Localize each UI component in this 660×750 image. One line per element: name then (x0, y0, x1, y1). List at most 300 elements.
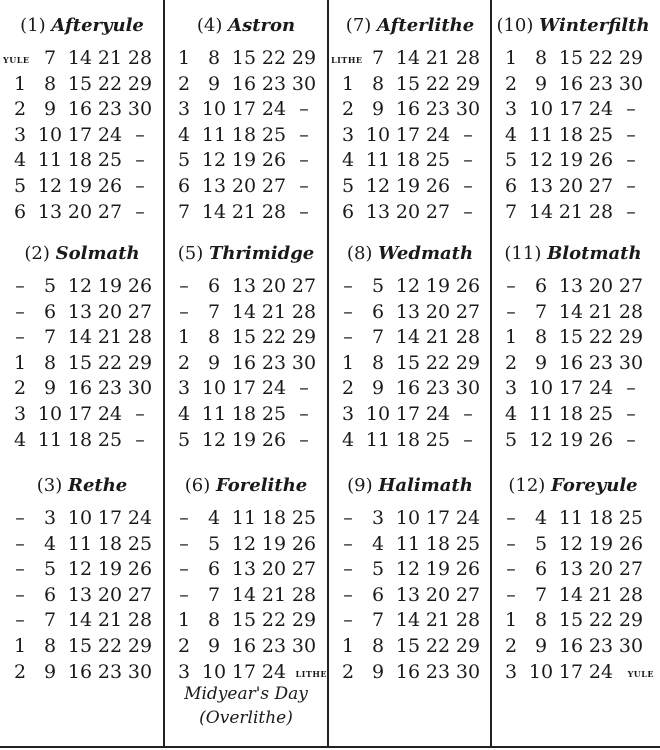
day-cell: 21 (231, 200, 257, 223)
day-cell: 9 (43, 98, 57, 121)
day-cell: 9 (371, 98, 385, 121)
day-cell: 12 (528, 149, 554, 172)
day-cell: 9 (207, 351, 221, 374)
month-number: (1) (20, 15, 46, 36)
day-cell: 14 (67, 47, 93, 69)
week-row (492, 660, 654, 684)
day-cell: 2 (341, 98, 355, 121)
day-cell: – (135, 123, 145, 146)
day-cell: 6 (177, 175, 191, 197)
day-cell: – (299, 377, 309, 400)
day-cell: 23 (261, 72, 287, 95)
day-cell: 20 (67, 200, 93, 223)
week-row (329, 557, 491, 581)
day-cell: 8 (371, 72, 385, 95)
day-cell: 11 (201, 403, 227, 425)
day-cell: 28 (291, 300, 317, 323)
day-cell: 16 (231, 351, 257, 374)
day-cell: 4 (341, 149, 355, 172)
day-cell: 26 (618, 532, 644, 555)
day-cell: 24 (261, 660, 287, 683)
week-row (492, 376, 654, 400)
day-cell: 5 (13, 175, 27, 197)
day-cell: 15 (231, 47, 257, 69)
week-row (329, 97, 491, 121)
month-title (492, 242, 654, 266)
week-row (1, 506, 163, 530)
month-block (492, 0, 654, 240)
day-cell: 8 (534, 326, 548, 349)
day-cell: 20 (261, 558, 287, 581)
week-row (329, 506, 491, 530)
day-cell: 18 (425, 532, 451, 555)
month-title (165, 474, 327, 498)
day-cell: 2 (341, 377, 355, 400)
day-cell: 3 (341, 403, 355, 425)
week-row (492, 634, 654, 658)
day-cell: 11 (37, 149, 63, 172)
day-cell: 11 (558, 507, 584, 529)
day-cell: 19 (67, 175, 93, 197)
week-row (492, 72, 654, 96)
week-row (1, 376, 163, 400)
week-row (1, 634, 163, 658)
week-row (492, 532, 654, 556)
day-cell: – (299, 123, 309, 146)
month-block (165, 228, 327, 468)
day-cell: 24 (261, 98, 287, 121)
midyear-day-note (165, 682, 327, 730)
day-cell: 26 (425, 175, 451, 197)
overlithe-label: (Overlithe) (199, 708, 293, 728)
month-name: Forelithe (215, 475, 308, 496)
day-cell: 27 (618, 275, 644, 297)
day-cell: 26 (127, 275, 153, 297)
day-cell: 9 (371, 660, 385, 683)
day-cell: 18 (558, 403, 584, 425)
day-cell: 12 (365, 175, 391, 197)
day-cell: 28 (291, 583, 317, 606)
day-cell: – (15, 583, 25, 606)
day-cell: 24 (127, 507, 153, 529)
day-cell: – (343, 507, 353, 529)
day-cell: 17 (425, 507, 451, 529)
day-cell: – (506, 558, 516, 581)
day-cell: 7 (207, 583, 221, 606)
special-day-label: YULE (627, 668, 654, 679)
day-cell: 21 (558, 200, 584, 223)
month-number: (4) (196, 15, 223, 36)
month-name: Solmath (55, 243, 140, 264)
week-row (492, 608, 654, 632)
week-row (1, 148, 163, 172)
day-cell: 6 (371, 300, 385, 323)
week-row (165, 97, 327, 121)
day-cell: 25 (97, 428, 123, 451)
day-cell: 1 (341, 635, 355, 657)
day-cell: 25 (618, 507, 644, 529)
week-row (329, 428, 491, 452)
day-cell: 17 (395, 123, 421, 146)
month-number: (12) (508, 475, 546, 496)
day-cell: – (626, 403, 636, 425)
day-cell: – (15, 558, 25, 581)
day-cell: 27 (455, 300, 481, 323)
week-row (1, 200, 163, 224)
day-cell: 15 (231, 326, 257, 349)
day-cell: 20 (558, 175, 584, 197)
month-name: Afterlithe (377, 15, 475, 36)
day-cell: 14 (201, 200, 227, 223)
week-row (165, 148, 327, 172)
day-cell: 22 (261, 47, 287, 69)
day-cell: 11 (365, 149, 391, 172)
day-cell: 10 (201, 660, 227, 683)
day-cell: 11 (395, 532, 421, 555)
month-number: (2) (24, 243, 50, 264)
day-cell: 23 (97, 98, 123, 121)
day-cell: 6 (534, 275, 548, 297)
day-cell: 18 (97, 532, 123, 555)
day-cell: 2 (341, 660, 355, 683)
day-cell: 12 (201, 428, 227, 451)
day-cell: 29 (455, 72, 481, 95)
day-cell: 8 (43, 635, 57, 657)
day-cell: 30 (291, 635, 317, 657)
week-row (165, 608, 327, 632)
day-cell: 29 (291, 47, 317, 69)
month-name: Thrimidge (208, 243, 315, 264)
day-cell: – (626, 428, 636, 451)
day-cell: 2 (504, 351, 518, 374)
day-cell: 4 (43, 532, 57, 555)
day-cell: 22 (425, 72, 451, 95)
day-cell: 14 (558, 583, 584, 606)
day-cell: 16 (558, 635, 584, 657)
day-cell: 29 (127, 635, 153, 657)
day-cell: 8 (534, 47, 548, 69)
day-cell: 24 (588, 98, 614, 121)
day-cell: 22 (588, 326, 614, 349)
day-cell: – (626, 98, 636, 121)
month-title (1, 474, 163, 498)
calendar-column (492, 0, 654, 746)
day-cell: 1 (13, 635, 27, 657)
day-cell: 10 (365, 123, 391, 146)
day-cell: – (299, 200, 309, 223)
day-cell: 24 (97, 403, 123, 425)
day-cell: 27 (455, 583, 481, 606)
day-cell: 2 (13, 377, 27, 400)
day-cell: 18 (231, 123, 257, 146)
day-cell: 13 (67, 300, 93, 323)
day-cell: 27 (425, 200, 451, 223)
day-cell: 3 (177, 377, 191, 400)
day-cell: 28 (618, 583, 644, 606)
day-cell: 18 (261, 507, 287, 529)
week-row (165, 402, 327, 426)
day-cell: 14 (395, 326, 421, 349)
week-row (1, 174, 163, 198)
day-cell: 19 (97, 558, 123, 581)
day-cell: 30 (455, 660, 481, 683)
day-cell: – (506, 275, 516, 297)
day-cell: – (343, 609, 353, 632)
week-row (1, 583, 163, 607)
day-cell: 9 (534, 635, 548, 657)
day-cell: 25 (425, 149, 451, 172)
day-cell: 29 (618, 326, 644, 349)
day-cell: 30 (291, 72, 317, 95)
day-cell: 14 (395, 609, 421, 632)
day-cell: 1 (177, 609, 191, 632)
week-row (1, 402, 163, 426)
day-cell: – (15, 507, 25, 529)
week-row (492, 123, 654, 147)
day-cell: 10 (37, 403, 63, 425)
day-cell: 17 (558, 377, 584, 400)
day-cell: 12 (67, 558, 93, 581)
day-cell: 8 (207, 609, 221, 632)
week-row (165, 660, 327, 684)
week-row (329, 174, 491, 198)
month-name: Halimath (378, 475, 473, 496)
day-cell: 1 (177, 47, 191, 69)
day-cell: – (179, 275, 189, 297)
day-cell: 14 (528, 200, 554, 223)
day-cell: – (343, 300, 353, 323)
day-cell: 7 (534, 583, 548, 606)
day-cell: 2 (177, 351, 191, 374)
week-row (1, 325, 163, 349)
day-cell: 21 (261, 583, 287, 606)
month-title (329, 14, 491, 38)
day-cell: 21 (425, 326, 451, 349)
day-cell: 13 (558, 275, 584, 297)
day-cell: 15 (558, 609, 584, 632)
day-cell: 6 (43, 300, 57, 323)
day-cell: 1 (341, 72, 355, 95)
month-block (329, 0, 491, 240)
day-cell: 15 (395, 72, 421, 95)
day-cell: 26 (291, 532, 317, 555)
day-cell: 2 (177, 635, 191, 657)
day-cell: 2 (13, 98, 27, 121)
month-block (165, 0, 327, 240)
day-cell: 26 (455, 558, 481, 581)
day-cell: – (135, 149, 145, 172)
day-cell: 6 (207, 275, 221, 297)
day-cell: 20 (425, 300, 451, 323)
day-cell: – (463, 123, 473, 146)
week-row (165, 174, 327, 198)
day-cell: 28 (455, 47, 481, 69)
day-cell: 5 (207, 532, 221, 555)
day-cell: 26 (261, 149, 287, 172)
day-cell: 11 (37, 428, 63, 451)
day-cell: – (626, 175, 636, 197)
day-cell: 18 (67, 428, 93, 451)
day-cell: 21 (588, 583, 614, 606)
day-cell: 10 (201, 377, 227, 400)
day-cell: – (626, 149, 636, 172)
day-cell: 1 (504, 326, 518, 349)
special-day-label: LITHE (295, 668, 327, 679)
day-cell: 27 (291, 275, 317, 297)
day-cell: 25 (588, 123, 614, 146)
day-cell: 24 (97, 123, 123, 146)
week-row (492, 46, 654, 70)
day-cell: – (15, 300, 25, 323)
day-cell: – (299, 428, 309, 451)
day-cell: 30 (618, 72, 644, 95)
day-cell: 1 (504, 609, 518, 632)
month-block (329, 228, 491, 468)
week-row (1, 300, 163, 324)
week-row (492, 300, 654, 324)
day-cell: – (299, 175, 309, 197)
day-cell: 14 (67, 326, 93, 349)
day-cell: 22 (425, 635, 451, 657)
day-cell: 18 (67, 149, 93, 172)
day-cell: 7 (43, 47, 57, 69)
day-cell: 30 (618, 635, 644, 657)
week-row (329, 402, 491, 426)
day-cell: 17 (558, 660, 584, 683)
day-cell: 2 (177, 72, 191, 95)
day-cell: 20 (97, 583, 123, 606)
week-row (492, 506, 654, 530)
day-cell: 5 (43, 558, 57, 581)
day-cell: – (15, 275, 25, 297)
day-cell: 3 (504, 98, 518, 121)
day-cell: 12 (395, 275, 421, 297)
day-cell: 7 (371, 47, 385, 69)
day-cell: 7 (371, 326, 385, 349)
month-title (329, 242, 491, 266)
week-row (1, 72, 163, 96)
day-cell: – (135, 403, 145, 425)
day-cell: 16 (67, 660, 93, 683)
day-cell: 21 (588, 300, 614, 323)
week-row (492, 274, 654, 298)
day-cell: 5 (534, 532, 548, 555)
day-cell: 17 (395, 403, 421, 425)
day-cell: – (506, 583, 516, 606)
day-cell: 2 (504, 72, 518, 95)
day-cell: 5 (177, 428, 191, 451)
day-cell: 16 (395, 660, 421, 683)
day-cell: 4 (207, 507, 221, 529)
day-cell: 24 (455, 507, 481, 529)
day-cell: 10 (395, 507, 421, 529)
day-cell: 8 (207, 47, 221, 69)
day-cell: 1 (341, 351, 355, 374)
week-row (492, 402, 654, 426)
day-cell: 19 (231, 149, 257, 172)
day-cell: 9 (43, 660, 57, 683)
week-row (165, 325, 327, 349)
day-cell: 23 (425, 98, 451, 121)
day-cell: 7 (534, 300, 548, 323)
day-cell: 17 (558, 98, 584, 121)
day-cell: – (299, 98, 309, 121)
day-cell: 30 (127, 660, 153, 683)
week-row (329, 351, 491, 375)
day-cell: 3 (504, 660, 518, 683)
day-cell: – (179, 507, 189, 529)
day-cell: 30 (127, 377, 153, 400)
day-cell: 23 (425, 377, 451, 400)
week-row (1, 608, 163, 632)
day-cell: 3 (504, 377, 518, 400)
day-cell: 27 (291, 558, 317, 581)
week-row (492, 428, 654, 452)
day-cell: 20 (588, 558, 614, 581)
day-cell: 22 (425, 351, 451, 374)
month-title (165, 242, 327, 266)
day-cell: 5 (177, 149, 191, 172)
day-cell: 28 (588, 200, 614, 223)
day-cell: – (463, 403, 473, 425)
day-cell: – (135, 200, 145, 223)
day-cell: 5 (504, 428, 518, 451)
day-cell: 13 (67, 583, 93, 606)
day-cell: 15 (67, 72, 93, 95)
day-cell: 20 (395, 200, 421, 223)
day-cell: 3 (177, 660, 191, 683)
week-row (329, 148, 491, 172)
day-cell: – (626, 200, 636, 223)
day-cell: 25 (588, 403, 614, 425)
day-cell: 12 (67, 275, 93, 297)
day-cell: 8 (371, 635, 385, 657)
day-cell: 13 (395, 300, 421, 323)
day-cell: 4 (13, 428, 27, 451)
day-cell: 9 (43, 377, 57, 400)
day-cell: 4 (177, 123, 191, 146)
day-cell: – (299, 149, 309, 172)
week-row (492, 583, 654, 607)
day-cell: 19 (425, 558, 451, 581)
month-name: Astron (228, 15, 296, 36)
week-row (492, 200, 654, 224)
day-cell: 10 (201, 98, 227, 121)
day-cell: 13 (37, 200, 63, 223)
day-cell: 9 (207, 72, 221, 95)
day-cell: 12 (201, 149, 227, 172)
day-cell: 21 (261, 300, 287, 323)
day-cell: 11 (231, 507, 257, 529)
day-cell: 18 (395, 149, 421, 172)
week-row (1, 351, 163, 375)
week-row (329, 608, 491, 632)
day-cell: 26 (588, 149, 614, 172)
day-cell: – (15, 532, 25, 555)
day-cell: 22 (588, 609, 614, 632)
day-cell: 6 (207, 558, 221, 581)
day-cell: 30 (291, 351, 317, 374)
day-cell: 7 (207, 300, 221, 323)
day-cell: 16 (67, 98, 93, 121)
day-cell: 12 (231, 532, 257, 555)
week-row (1, 660, 163, 684)
week-row (492, 351, 654, 375)
day-cell: 8 (207, 326, 221, 349)
day-cell: 27 (127, 300, 153, 323)
month-block (1, 460, 163, 700)
day-cell: – (463, 175, 473, 197)
